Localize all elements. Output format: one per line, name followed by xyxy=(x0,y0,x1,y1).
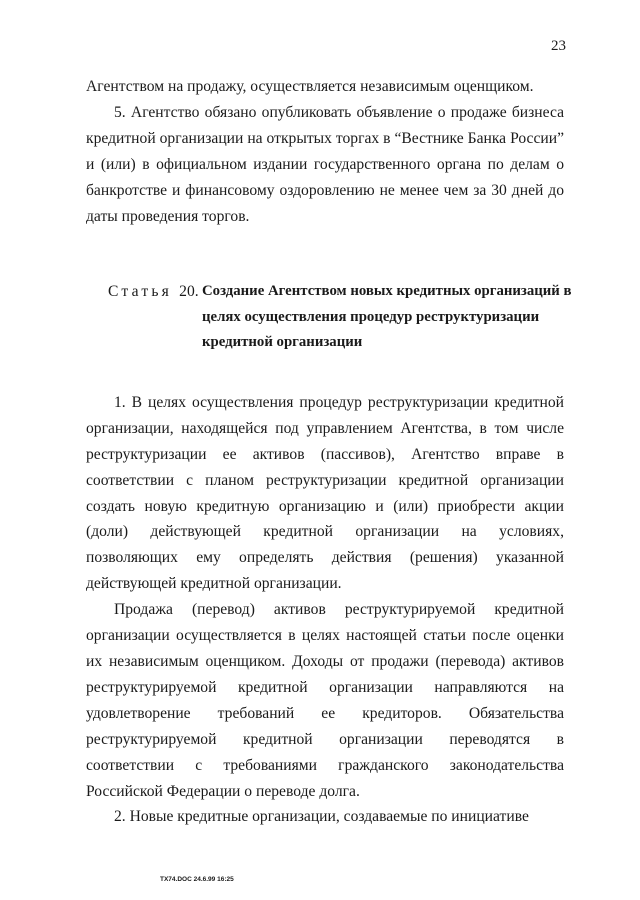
footer-stamp: TX74.DOC 24.6.99 16:25 xyxy=(160,876,234,883)
paragraph-sale-transfer: Продажа (перевод) активов реструктурируемой кредитной организации осуществляется в целях настоящей статьи после оценки их независимым оценщиком. Доходы от продажи (перевода) активов реструктурируемой кредитной организации направляются на удовлетворение требований ее кредиторов. Обязательства реструктурируемой кредитной организации переводятся в соответствии с требованиями гражданского законодательства Российской Федерации о переводе долга. xyxy=(86,601,564,800)
article-number: 20. xyxy=(179,283,199,301)
article-label: Статья xyxy=(108,283,173,301)
paragraph-item-2: 2. Новые кредитные организации, создаваемые по инициативе xyxy=(114,808,529,826)
paragraph-continuation: Агентством на продажу, осуществляется независимым оценщиком. xyxy=(86,78,534,95)
document-body xyxy=(86,74,572,830)
page-number: 23 xyxy=(551,38,566,54)
paragraph-item-5: 5. Агентство обязано опубликовать объявление о продаже бизнеса кредитной организации на открытых торгах в “Вестнике Банка России” и (или) в официальном издании государственного органа по делам о банкротстве и финансовому оздоровлению не менее чем за 30 дней до даты проведения торгов. xyxy=(86,103,564,225)
paragraph-item-1: 1. В целях осуществления процедур реструктуризации кредитной организации, находящейся под управлением Агентства, в том числе реструктуризации ее активов (пассивов), Агентство вправе в соответствии с планом реструктуризации кредитной организации создать новую кредитную организацию и (или) приобрести акции (доли) действующей кредитной организации на условиях, позволяющих ему определять действия (решения) указанной действующей кредитной организации. xyxy=(86,393,564,593)
article-title: Создание Агентством новых кредитных организаций в целях осуществления процедур реструктуризации кредитной организации xyxy=(202,283,572,351)
article-label-wrapper xyxy=(108,279,199,305)
article-heading xyxy=(86,279,572,356)
